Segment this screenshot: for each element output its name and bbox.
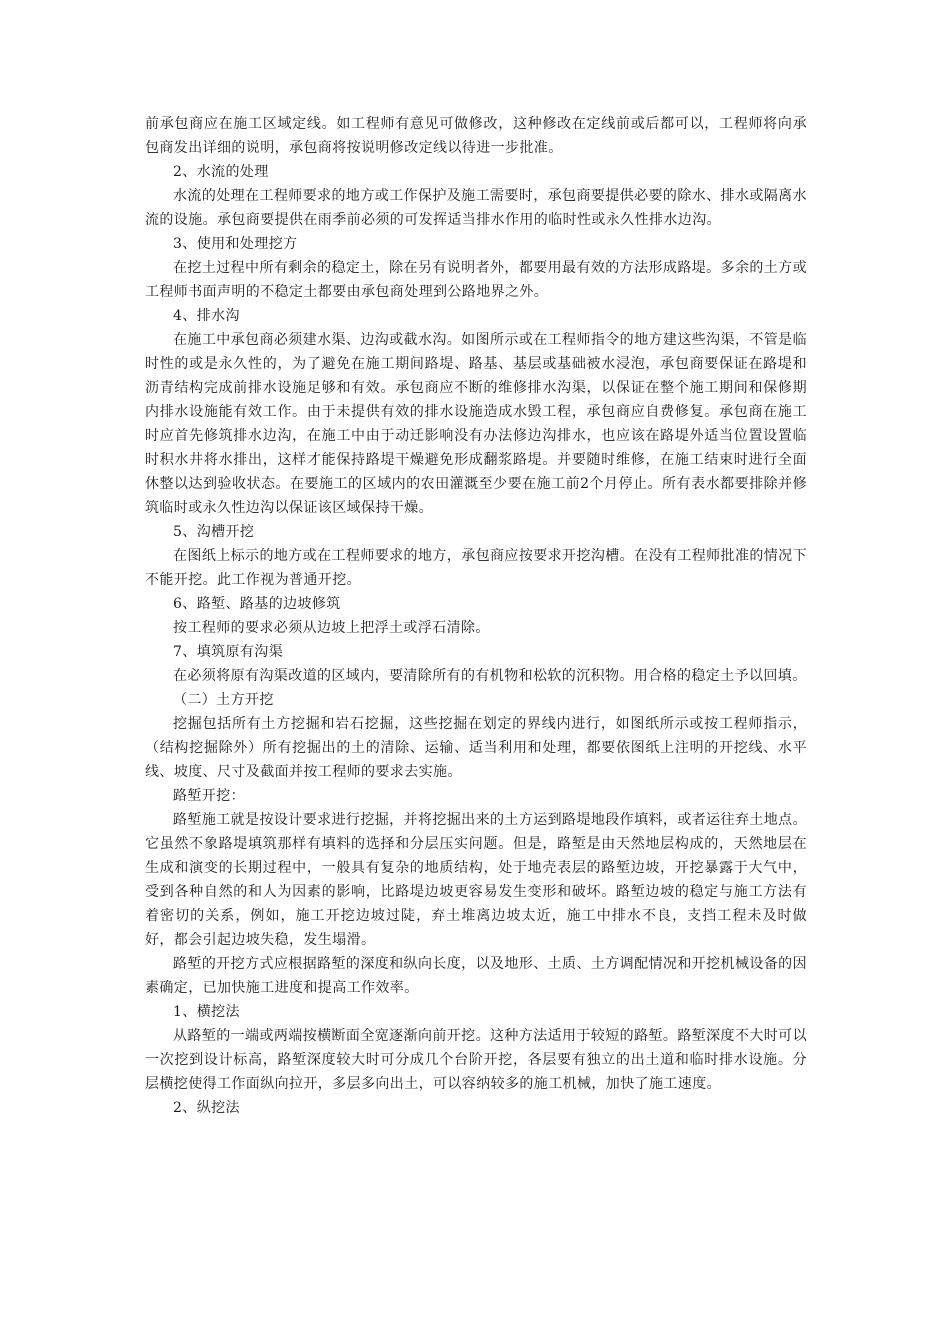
heading-slope-trimming: 6、路堑、路基的边坡修筑	[173, 596, 341, 612]
heading-trench-excavation: 5、沟槽开挖	[173, 524, 255, 540]
paragraph-transverse-method: 从路堑的一端或两端按横断面全宽逐渐向前开挖。这种方法适用于较短的路堑。路堑深度不大时可以一次挖到设计标高，路堑深度较大时可分成几个台阶开挖，各层要有独立的出土道和临时排水设施。分层横挖使得工作面纵向拉开，多层多向出土，可以容纳较多的施工机械，加快了施工速度。	[145, 1028, 807, 1092]
heading-earthwork-excavation: （二）土方开挖	[173, 692, 274, 708]
paragraph-drainage-ditch: 在施工中承包商必须建水渠、边沟或截水沟。如图所示或在工程师指令的地方建这些沟渠，不管是临时性的或是永久性的，为了避免在施工期间路堤、路基、基层或基础被水浸泡，承包商要保证在路堤和沥青结构完成前排水设施足够和有效。承包商应不断的维修排水沟渠，以保证在整个施工期间和保修期内排水设施能有效工作。由于未提供有效的排水设施造成水毁工程，承包商应自费修复。承包商在施工时应首先修筑排水边沟，在施工中由于动迁影响没有办法修边沟排水，也应该在路堤外适当位置设置临时积水井将水排出，这样才能保持路堤干燥避免形成翻浆路堤。并要随时维修，在施工结束时进行全面休整以达到验收状态。在要施工的区域内的农田灌溉至少要在施工前2个月停止。所有表水都要排除并修筑临时或永久性边沟以保证该区域保持干燥。	[145, 332, 807, 516]
paragraph-excavation-use: 在挖土过程中所有剩余的稳定土，除在另有说明者外，都要用最有效的方法形成路堤。多余的土方或工程师书面声明的不稳定土都要由承包商处理到公路地界之外。	[145, 260, 807, 300]
paragraph-earthwork-excavation: 挖掘包括所有土方挖掘和岩石挖掘，这些挖掘在划定的界线内进行，如图纸所示或按工程师指示，（结构挖掘除外）所有挖掘出的土的清除、运输、适当利用和处理，都要依图纸上注明的开挖线、水平线、坡度、尺寸及截面并按工程师的要求去实施。	[145, 716, 807, 780]
heading-transverse-method: 1、横挖法	[173, 1004, 240, 1020]
paragraph-cutting-method: 路堑的开挖方式应根据路堑的深度和纵向长度，以及地形、土质、土方调配情况和开挖机械设备的因素确定，已加快施工进度和提高工作效率。	[145, 956, 807, 996]
paragraph-trench-excavation: 在图纸上标示的地方或在工程师要求的地方，承包商应按要求开挖沟槽。在没有工程师批准的情况下不能开挖。此工作视为普通开挖。	[145, 548, 807, 588]
paragraph-fill-existing-ditch: 在必须将原有沟渠改道的区域内，要清除所有的有机物和松软的沉积物。用合格的稳定土予以回填。	[173, 668, 807, 684]
heading-fill-existing-ditch: 7、填筑原有沟渠	[173, 644, 284, 660]
heading-longitudinal-method: 2、纵挖法	[173, 1100, 240, 1116]
heading-cutting-excavation: 路堑开挖：	[173, 788, 245, 804]
paragraph-slope-trimming: 按工程师的要求必须从边坡上把浮土或浮石清除。	[173, 620, 490, 636]
heading-water-flow: 2、水流的处理	[173, 164, 269, 180]
paragraph-setout: 前承包商应在施工区域定线。如工程师有意见可做修改，这种修改在定线前或后都可以，工程师将向承包商发出详细的说明，承包商将按说明修改定线以待进一步批准。	[145, 116, 807, 156]
document-page	[145, 112, 807, 1120]
paragraph-water-flow: 水流的处理在工程师要求的地方或工作保护及施工需要时，承包商要提供必要的除水、排水或隔离水流的设施。承包商要提供在雨季前必须的可发挥适当排水作用的临时性或永久性排水边沟。	[145, 188, 807, 228]
heading-excavation-use: 3、使用和处理挖方	[173, 236, 298, 252]
paragraph-cutting-construction: 路堑施工就是按设计要求进行挖掘，并将挖掘出来的土方运到路堤地段作填料，或者运往弃土地点。它虽然不象路堤填筑那样有填料的选择和分层压实问题。但是，路堑是由天然地层构成的，天然地层在生成和演变的长期过程中，一般具有复杂的地质结构，处于地壳表层的路堑边坡，开挖暴露于大气中，受到各种自然的和人为因素的影响，比路堤边坡更容易发生变形和破坏。路堑边坡的稳定与施工方法有着密切的关系，例如，施工开挖边坡过陡，弃土堆离边坡太近，施工中排水不良，支挡工程未及时做好，都会引起边坡失稳，发生塌滑。	[145, 812, 807, 948]
heading-drainage-ditch: 4、排水沟	[173, 308, 240, 324]
